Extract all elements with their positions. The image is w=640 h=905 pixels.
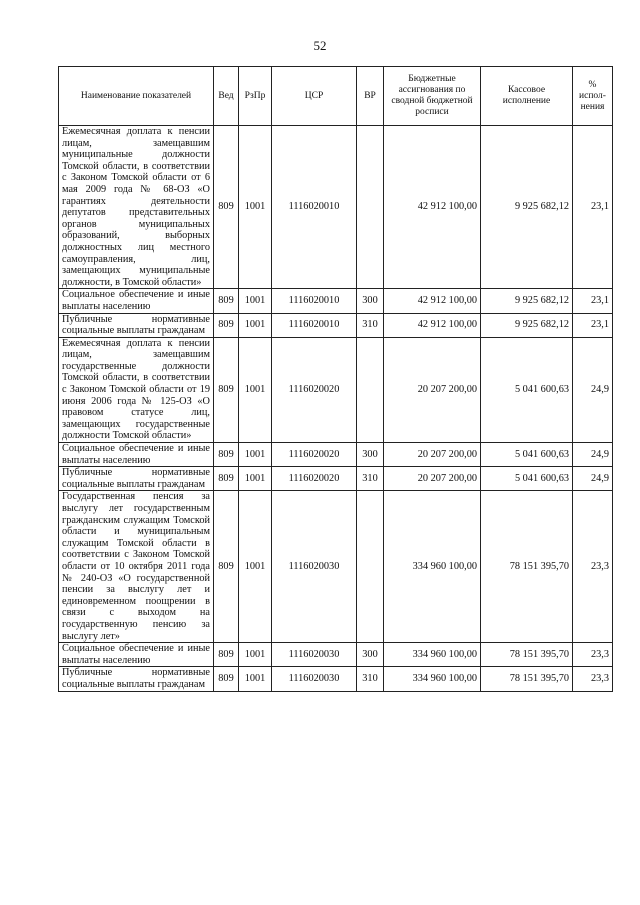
cell-csr: 1116020010 [272, 126, 357, 289]
cell-cash: 78 151 395,70 [481, 667, 573, 691]
cell-pct: 23,1 [573, 126, 613, 289]
cell-pct: 23,1 [573, 313, 613, 337]
cell-csr: 1116020020 [272, 443, 357, 467]
cell-ved: 809 [214, 313, 239, 337]
cell-csr: 1116020010 [272, 289, 357, 313]
cell-csr: 1116020030 [272, 491, 357, 643]
cell-cash: 5 041 600,63 [481, 443, 573, 467]
cell-name: Публичные нормативные социальные выплаты гражданам [59, 467, 214, 491]
table-row [59, 467, 613, 491]
cell-name: Публичные нормативные социальные выплаты гражданам [59, 313, 214, 337]
cell-ved: 809 [214, 643, 239, 667]
table-row [59, 643, 613, 667]
cell-cash: 9 925 682,12 [481, 313, 573, 337]
cell-csr: 1116020030 [272, 667, 357, 691]
cell-name: Государственная пенсия за выслугу лет государственным гражданским служащим Томской области и муниципальным служащим Томской области в соответствии с Законом Томской области от 10 октября 2011 года № 240-ОЗ «О государственной пенсии за выслугу лет и единовременном поощрении в связи с выходом на государственную пенсию за выслугу лет» [59, 491, 214, 643]
cell-cash: 5 041 600,63 [481, 337, 573, 442]
cell-pct: 23,3 [573, 643, 613, 667]
table-row [59, 491, 613, 643]
header-vr: ВР [357, 67, 384, 126]
cell-vr: 310 [357, 313, 384, 337]
cell-cash: 78 151 395,70 [481, 643, 573, 667]
cell-pct: 23,1 [573, 289, 613, 313]
table-row [59, 289, 613, 313]
cell-ved: 809 [214, 337, 239, 442]
cell-rzpr: 1001 [239, 289, 272, 313]
table-row [59, 443, 613, 467]
cell-name: Ежемесячная доплата к пенсии лицам, замещавшим государственные должности Томской области, в соответствии с Законом Томской области от 19 июня 2006 года № 125-ОЗ «О правовом статусе лиц, замещающих государственные должности Томской области» [59, 337, 214, 442]
cell-budget: 334 960 100,00 [384, 491, 481, 643]
table-row [59, 667, 613, 691]
cell-rzpr: 1001 [239, 667, 272, 691]
header-pct: % испол-нения [573, 67, 613, 126]
cell-vr: 310 [357, 467, 384, 491]
table-row [59, 126, 613, 289]
cell-vr: 300 [357, 643, 384, 667]
cell-ved: 809 [214, 491, 239, 643]
cell-ved: 809 [214, 289, 239, 313]
table-row [59, 313, 613, 337]
cell-budget: 20 207 200,00 [384, 467, 481, 491]
cell-vr [357, 491, 384, 643]
cell-name: Ежемесячная доплата к пенсии лицам, замещавшим муниципальные должности Томской области, в соответствии с Законом Томской области от 6 мая 2009 года № 68-ОЗ «О гарантиях деятельности депутатов представительных органов муниципальных образований, выборных должностных лиц местного самоуправления, лиц, замещающих муниципальные должности, в Томской области» [59, 126, 214, 289]
cell-pct: 24,9 [573, 443, 613, 467]
header-name: Наименование показателей [59, 67, 214, 126]
table-row [59, 337, 613, 442]
cell-vr [357, 126, 384, 289]
cell-vr: 300 [357, 443, 384, 467]
cell-budget: 20 207 200,00 [384, 443, 481, 467]
cell-pct: 23,3 [573, 491, 613, 643]
cell-cash: 5 041 600,63 [481, 467, 573, 491]
cell-budget: 42 912 100,00 [384, 313, 481, 337]
cell-name: Публичные нормативные социальные выплаты гражданам [59, 667, 214, 691]
cell-ved: 809 [214, 467, 239, 491]
cell-rzpr: 1001 [239, 467, 272, 491]
cell-ved: 809 [214, 667, 239, 691]
cell-rzpr: 1001 [239, 443, 272, 467]
cell-ved: 809 [214, 443, 239, 467]
cell-cash: 9 925 682,12 [481, 126, 573, 289]
cell-rzpr: 1001 [239, 643, 272, 667]
header-rzpr: РзПр [239, 67, 272, 126]
cell-csr: 1116020030 [272, 643, 357, 667]
cell-budget: 42 912 100,00 [384, 289, 481, 313]
cell-vr: 310 [357, 667, 384, 691]
cell-pct: 24,9 [573, 337, 613, 442]
cell-name: Социальное обеспечение и иные выплаты населению [59, 289, 214, 313]
cell-rzpr: 1001 [239, 313, 272, 337]
cell-budget: 334 960 100,00 [384, 643, 481, 667]
cell-csr: 1116020010 [272, 313, 357, 337]
cell-name: Социальное обеспечение и иные выплаты населению [59, 443, 214, 467]
header-budget: Бюджетные ассигнования по сводной бюджетной росписи [384, 67, 481, 126]
cell-cash: 9 925 682,12 [481, 289, 573, 313]
table-header-row [59, 67, 613, 126]
cell-csr: 1116020020 [272, 467, 357, 491]
cell-pct: 24,9 [573, 467, 613, 491]
header-csr: ЦСР [272, 67, 357, 126]
cell-rzpr: 1001 [239, 337, 272, 442]
cell-budget: 42 912 100,00 [384, 126, 481, 289]
page-number: 52 [313, 38, 327, 53]
cell-ved: 809 [214, 126, 239, 289]
budget-execution-table [58, 66, 613, 692]
cell-rzpr: 1001 [239, 491, 272, 643]
header-cash: Кассовое исполнение [481, 67, 573, 126]
cell-csr: 1116020020 [272, 337, 357, 442]
cell-rzpr: 1001 [239, 126, 272, 289]
cell-pct: 23,3 [573, 667, 613, 691]
header-ved: Вед [214, 67, 239, 126]
cell-name: Социальное обеспечение и иные выплаты населению [59, 643, 214, 667]
cell-budget: 334 960 100,00 [384, 667, 481, 691]
cell-vr [357, 337, 384, 442]
cell-budget: 20 207 200,00 [384, 337, 481, 442]
cell-vr: 300 [357, 289, 384, 313]
cell-cash: 78 151 395,70 [481, 491, 573, 643]
